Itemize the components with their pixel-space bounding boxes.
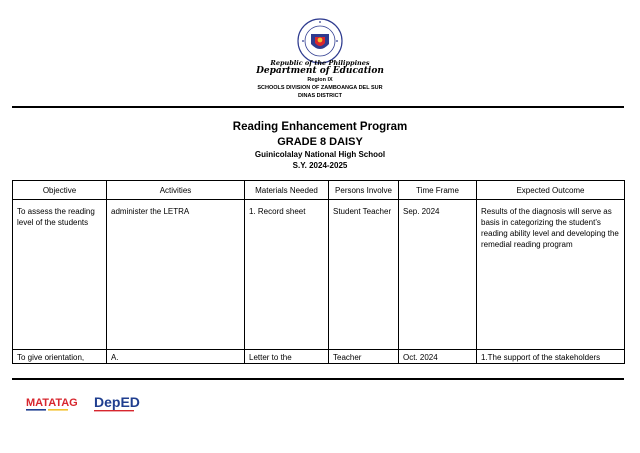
column-header-activities: Activities	[107, 181, 245, 200]
cell-materials: 1. Record sheet	[245, 200, 329, 350]
grade-title: GRADE 8 DAISY	[277, 136, 363, 148]
column-header-materials: Materials Needed	[245, 181, 329, 200]
cell-outcome: 1.The support of the stakeholders	[477, 350, 625, 364]
district-heading: DINAS DISTRICT	[298, 93, 342, 99]
cell-objective: To give orientation,	[13, 350, 107, 364]
cell-persons: Teacher	[329, 350, 399, 364]
header-divider	[12, 106, 624, 108]
cell-activities: administer the LETRA	[107, 200, 245, 350]
deped-logo-text: DepED	[94, 394, 140, 410]
cell-objective: To assess the reading level of the students	[13, 200, 107, 350]
footer-divider	[12, 378, 624, 380]
column-header-objective: Objective	[13, 181, 107, 200]
school-name: Guinicolalay National High School	[254, 150, 386, 159]
republic-heading: Republic of the Philippines	[270, 59, 370, 67]
column-header-time-frame: Time Frame	[399, 181, 477, 200]
table-row	[13, 350, 625, 364]
department-heading: Department of Education	[256, 66, 384, 76]
column-header-persons: Persons Involve	[329, 181, 399, 200]
division-heading: SCHOOLS DIVISION OF ZAMBOANGA DEL SUR	[257, 85, 383, 91]
cell-time-frame: Sep. 2024	[399, 200, 477, 350]
cell-time-frame: Oct. 2024	[399, 350, 477, 364]
deped-seal-logo	[297, 18, 343, 64]
region-heading: Region IX	[307, 77, 333, 83]
matatag-logo-text: MATATAG	[26, 397, 78, 409]
column-header-outcome: Expected Outcome	[477, 181, 625, 200]
school-year: S.Y. 2024-2025	[292, 161, 348, 170]
deped-logo	[94, 391, 142, 415]
table-header-row	[13, 181, 625, 200]
matatag-logo	[26, 393, 80, 413]
cell-activities: A.	[107, 350, 245, 364]
program-table	[12, 180, 625, 364]
program-title: Reading Enhancement Program	[232, 121, 408, 133]
table-row	[13, 200, 625, 350]
cell-persons: Student Teacher	[329, 200, 399, 350]
cell-materials: Letter to the	[245, 350, 329, 364]
cell-outcome: Results of the diagnosis will serve as basis in categorizing the student’s reading ability level and developing the remedial reading program	[477, 200, 625, 350]
